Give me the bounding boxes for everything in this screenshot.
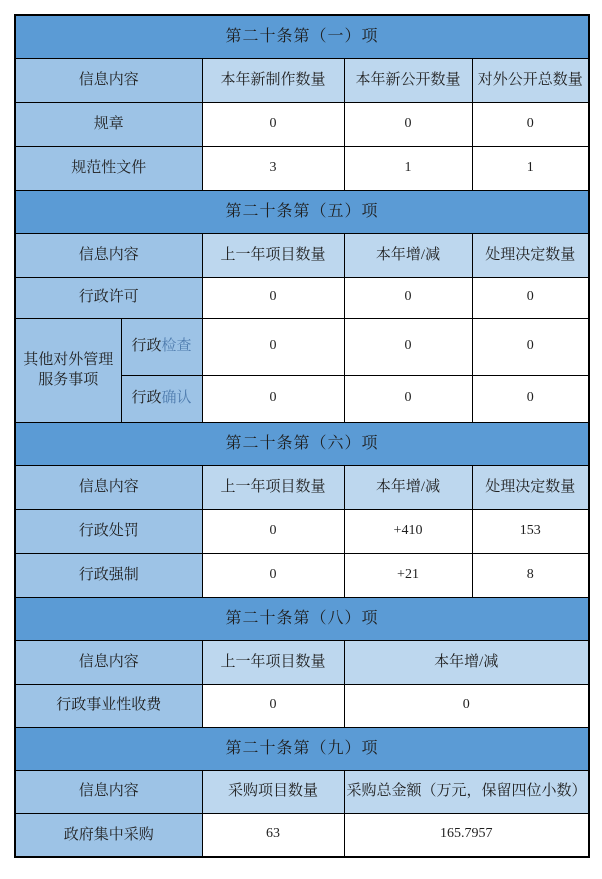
value-cell: 0 [202,102,344,146]
table-row [15,146,589,190]
row-label-cell: 行政强制 [15,553,202,597]
value-cell: 0 [202,553,344,597]
column-header-cell: 信息内容 [15,770,202,813]
table-row [15,640,589,684]
value-cell: 1 [344,146,472,190]
value-cell: +21 [344,553,472,597]
column-header-cell: 上一年项目数量 [202,640,344,684]
sub-item-label-suffix: 确认 [161,390,192,407]
sub-item-label-suffix: 检查 [161,338,192,355]
value-cell: 153 [472,509,589,553]
table-row [15,684,589,727]
column-header-cell: 信息内容 [15,233,202,277]
column-header-cell: 上一年项目数量 [202,233,344,277]
value-cell: 0 [344,318,472,375]
column-header-cell: 本年新公开数量 [344,58,472,102]
value-cell: 0 [344,375,472,422]
table-row [15,190,589,233]
value-cell: 3 [202,146,344,190]
value-cell: 63 [202,813,344,857]
table-row [15,277,589,318]
row-label-cell: 规范性文件 [15,146,202,190]
row-label-cell: 行政处罚 [15,509,202,553]
table-row [15,15,589,58]
table-row [15,233,589,277]
value-cell: 0 [202,509,344,553]
value-cell: 0 [472,375,589,422]
column-header-cell: 本年增/减 [344,465,472,509]
value-cell: 1 [472,146,589,190]
value-cell: 165.7957 [344,813,589,857]
column-header-cell: 采购总金额（万元，保留四位小数） [344,770,589,813]
table-row [15,422,589,465]
value-cell: 0 [202,375,344,422]
disclosure-report-table [14,14,590,858]
row-label-cell: 政府集中采购 [15,813,202,857]
sub-label-cell [121,318,202,375]
section-2-title: 第二十条第（五）项 [15,190,589,233]
section-3-title: 第二十条第（六）项 [15,422,589,465]
column-header-cell: 本年增/减 [344,640,589,684]
value-cell: 0 [472,277,589,318]
column-header-cell: 采购项目数量 [202,770,344,813]
table-row [15,553,589,597]
value-cell: 0 [202,684,344,727]
value-cell: 0 [344,102,472,146]
table-row [15,597,589,640]
sub-label-cell [121,375,202,422]
column-header-cell: 上一年项目数量 [202,465,344,509]
table-row [15,318,589,375]
column-header-cell: 信息内容 [15,465,202,509]
table-row [15,465,589,509]
table-row [15,58,589,102]
column-header-cell: 本年增/减 [344,233,472,277]
column-header-cell: 信息内容 [15,640,202,684]
sub-item-label-prefix: 行政 [131,390,162,407]
table-row [15,102,589,146]
section-4-title: 第二十条第（八）项 [15,597,589,640]
value-cell: +410 [344,509,472,553]
column-header-cell: 本年新制作数量 [202,58,344,102]
value-cell: 0 [472,318,589,375]
row-label-cell: 规章 [15,102,202,146]
column-header-cell: 处理决定数量 [472,465,589,509]
table-row [15,509,589,553]
value-cell: 0 [344,277,472,318]
group-label-cell: 其他对外管理服务事项 [15,318,121,422]
value-cell: 0 [344,684,589,727]
column-header-cell: 处理决定数量 [472,233,589,277]
table-row [15,770,589,813]
table-row [15,727,589,770]
sub-item-label-prefix: 行政 [131,338,162,355]
value-cell: 0 [202,277,344,318]
section-5-title: 第二十条第（九）项 [15,727,589,770]
column-header-cell: 对外公开总数量 [472,58,589,102]
section-1-title: 第二十条第（一）项 [15,15,589,58]
value-cell: 0 [202,318,344,375]
value-cell: 0 [472,102,589,146]
column-header-cell: 信息内容 [15,58,202,102]
value-cell: 8 [472,553,589,597]
row-label-cell: 行政事业性收费 [15,684,202,727]
table-row [15,813,589,857]
row-label-cell: 行政许可 [15,277,202,318]
